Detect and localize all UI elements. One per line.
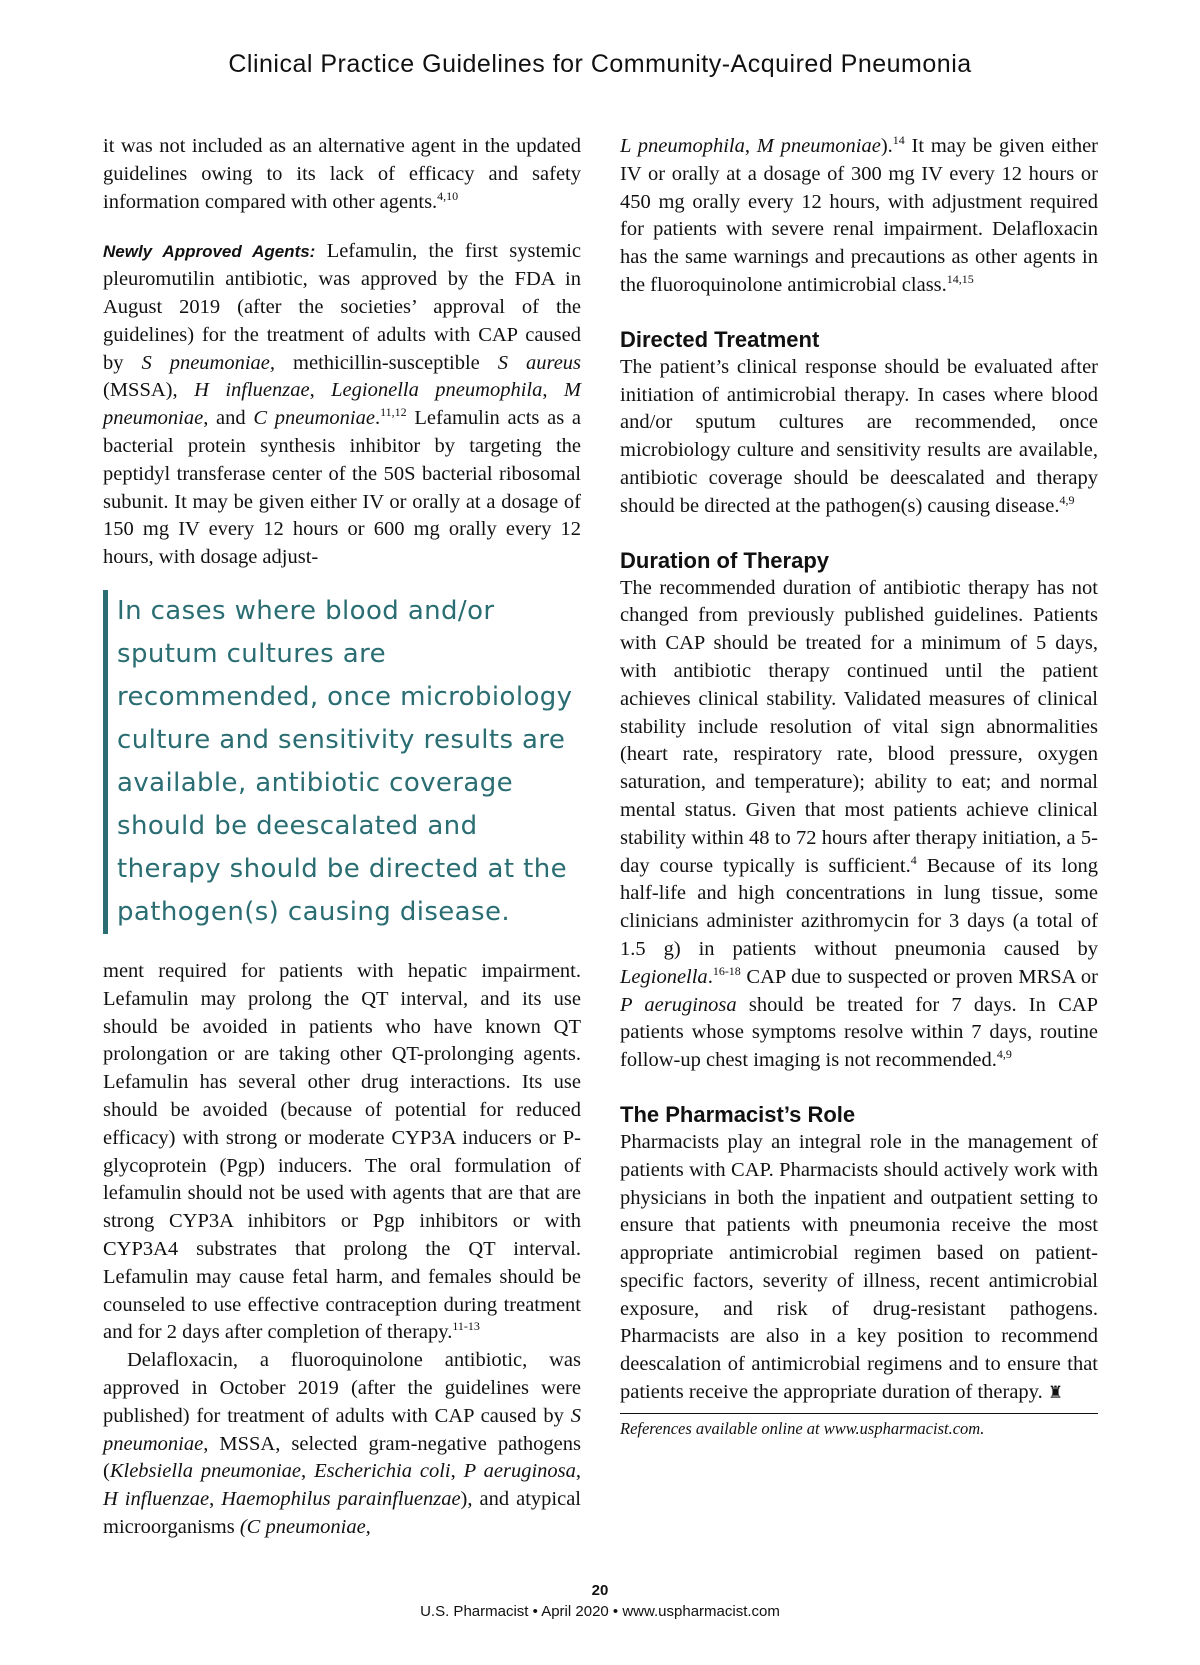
running-header-title: Clinical Practice Guidelines for Community-Acquired Pneumonia bbox=[228, 50, 972, 78]
references-note: References available online at www.uspharmacist.com. bbox=[620, 1413, 1098, 1442]
reference-superscript: 14,15 bbox=[946, 272, 974, 287]
run-in-heading-newly-approved: Newly Approved Agents: bbox=[103, 242, 316, 262]
reference-superscript: 4 bbox=[910, 852, 917, 867]
paragraph-delafloxacin: Delafloxacin, a fluoroquinolone antibiotic, was approved in October 2019 (after the guidelines were published) for treatment of adults with CAP caused by S pneumoniae, MSSA, selected gram-negative pathogens (Klebsiella pneumoniae, Escherichia coli, P aeruginosa, H influenzae, Haemophilus parainfluenzae), and atypical microorganisms (C pneumoniae, bbox=[103, 1349, 582, 1538]
reference-superscript: 11-13 bbox=[452, 1319, 480, 1334]
paragraph-directed-treatment: The patient’s clinical response should be evaluated after initiation of antimicrobial therapy. In cases where blood and/or sputum cultures are recommended, once microbiology culture and sensitivity results are available, antibiotic coverage should be deescalated and therapy should be directed at the pathogen(s) causing disease.$^{4,9}$ bbox=[620, 355, 1098, 517]
reference-superscript: 4,9 bbox=[1059, 492, 1075, 507]
end-of-article-icon: ♜ bbox=[1047, 1383, 1064, 1403]
pull-quote: In cases where blood and/or sputum cultures are recommended, once microbiology culture and sensitivity results are available, antibiotic coverage should be deescalated and therapy should be directed at the pathogen(s) causing disease. bbox=[103, 590, 581, 934]
reference-superscript: 14 bbox=[892, 133, 905, 148]
paragraph-duration-of-therapy: The recommended duration of antibiotic therapy has not changed from previously published guidelines. Patients with CAP should be treated for a minimum of 5 days, with antibiotic therapy continued until the patient achieves clinical stability. Validated measures of clinical stability include resolution of vital sign abnormalities (heart rate, respiratory rate, blood pressure, oxygen saturation, and temperature); ability to eat; and normal mental status. Given that most patients achieve clinical stability within 48 to 72 hours after therapy initiation, a 5-day course typically is sufficient.$^4$ Because of its long half-life and high concentrations in lung tissue, some clinicians administer azithromycin for 3 days (a total of 1.5 g) in patients without pneumonia caused by Legionella.$^{16-18}$ CAP due to suspected or proven MRSA or P aeruginosa should be treated for 7 days. In CAP patients whose symptoms resolve within 7 days, routine follow-up chest imaging is not recommended.$^{4,9}$ bbox=[620, 576, 1098, 1072]
left-column bbox=[103, 133, 581, 1542]
publication-footer: U.S. Pharmacist • April 2020 • www.uspharmacist.com bbox=[420, 1603, 780, 1620]
reference-superscript: 16-18 bbox=[712, 963, 741, 978]
section-heading-directed-treatment: Directed Treatment bbox=[620, 326, 820, 352]
reference-superscript: 4,9 bbox=[996, 1047, 1012, 1062]
section-heading-duration-of-therapy: Duration of Therapy bbox=[620, 547, 830, 573]
paragraph-lefamulin-continued: ment required for patients with hepatic impairment. Lefamulin may prolong the QT interval, and its use should be avoided in patients who have known QT prolongation or are taking other QT-prolonging agents. Lefamulin has several other drug interactions. Its use should be avoided (because of potential for reduced efficacy) with strong or moderate CYP3A inducers or P-glycoprotein (Pgp) inducers. The oral formulation of lefamulin should not be used with agents that are that are strong CYP3A inhibitors or Pgp inhibitors or with CYP3A4 substrates that prolong the QT interval. Lefamulin may cause fetal harm, and females should be counseled to use effective contraception during treatment and for 2 days after completion of therapy.$^{11-13}$ bbox=[103, 959, 581, 1344]
paragraph-newly-approved-agents: Newly Approved Agents: Lefamulin, the first systemic pleuromutilin antibiotic, was approved by the FDA in August 2019 (after the societies’ approval of the guidelines) for the treatment of adults with CAP caused by S pneumoniae, methicillin-susceptible S aureus (MSSA), H influenzae, Legionella pneumophila, M pneumoniae, and C pneumoniae.$^{11,12}$ Lefamulin acts as a bacterial protein synthesis inhibitor by targeting the peptidyl transferase center of the 50S bacterial ribosomal subunit. It may be given either IV or orally at a dosage of 150 mg IV every 12 hours or 600 mg orally every 12 hours, with dosage adjust- bbox=[103, 240, 582, 569]
paragraph-delafloxacin-continued: L pneumophila, M pneumoniae).$^{14}$ It may be given either IV or orally at a dosage of 300 mg IV every 12 hours or 450 mg orally every 12 hours, with adjustment required for patients with severe renal impairment. Delafloxacin has the same warnings and precautions as other agents in the fluoroquinolone antimicrobial class.$^{14,15}$ bbox=[620, 133, 1098, 296]
reference-superscript: 4,10 bbox=[437, 188, 459, 203]
section-heading-pharmacists-role: The Pharmacist’s Role bbox=[620, 1101, 856, 1127]
paragraph-pharmacists-role: Pharmacists play an integral role in the management of patients with CAP. Pharmacists should actively work with physicians in both the inpatient and outpatient setting to ensure that patients with pneumonia receive the most appropriate antimicrobial regimen based on patient-specific factors, severity of illness, recent antimicrobial exposure, and risk of drug-resistant pathogens. Pharmacists are also in a key position to recommend deescalation of antimicrobial regimens and to ensure that patients receive the appropriate duration of therapy. ♜ bbox=[620, 1130, 1098, 1404]
reference-superscript: 11,12 bbox=[380, 405, 407, 420]
paragraph-intro-continuation: it was not included as an alternative agent in the updated guidelines owing to its lack of efficacy and safety information compared with other agents.$^{4,10}$ bbox=[103, 135, 581, 213]
right-column bbox=[620, 133, 1098, 1442]
page-number: 20 bbox=[591, 1582, 609, 1599]
